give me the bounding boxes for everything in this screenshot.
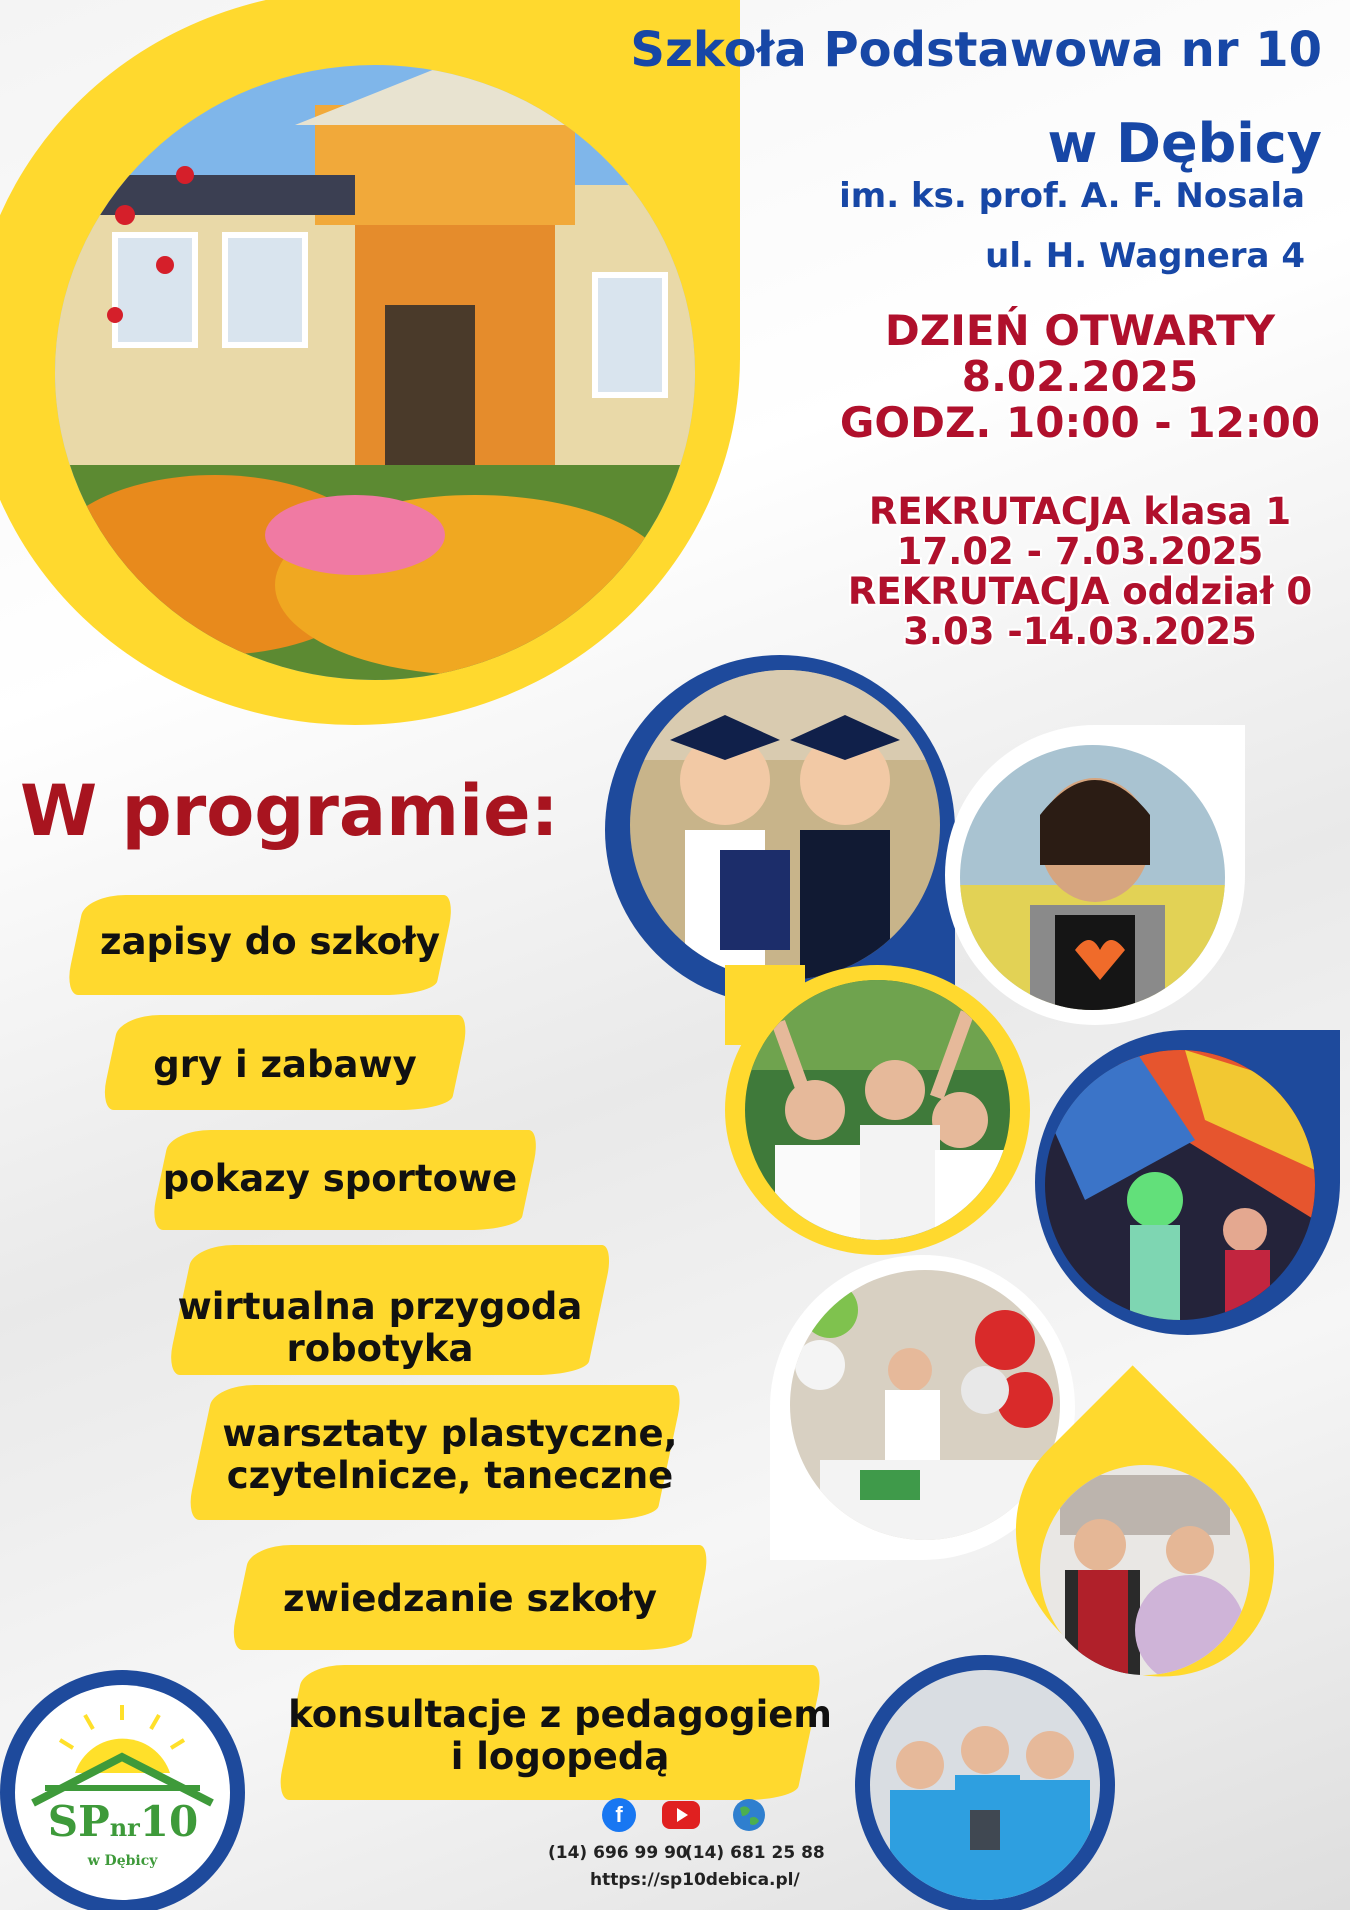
program-heading: W programie: [20, 770, 559, 852]
school-building-photo [55, 65, 695, 680]
youtube-icon[interactable] [662, 1801, 700, 1829]
open-day-hours: GODZ. 10:00 - 12:00 [839, 398, 1321, 447]
logo-text [33, 1797, 213, 1846]
website-link[interactable]: https://sp10debica.pl/ [590, 1870, 800, 1890]
recruitment-class1-label: REKRUTACJA klasa 1 [868, 490, 1292, 533]
phone-2: (14) 681 25 88 [685, 1843, 825, 1863]
graduates-photo [630, 670, 940, 980]
open-day-title: DZIEŃ OTWARTY [884, 306, 1276, 355]
open-day-date: 8.02.2025 [961, 352, 1199, 401]
logo-sp: SP [47, 1797, 110, 1846]
program-item-line: i logopedą [450, 1735, 670, 1778]
city-name: w Dębicy [1047, 112, 1322, 175]
program-item-line: zapisy do szkoły [100, 920, 440, 963]
program-item [140, 1158, 540, 1200]
costume-image [1040, 1465, 1250, 1675]
phone-1: (14) 696 99 90 [548, 1843, 688, 1863]
school-logo [15, 1685, 230, 1900]
robotics-kids-image [870, 1670, 1100, 1900]
program-item [270, 1694, 850, 1778]
program-item-line: konsultacje z pedagogiem [288, 1693, 832, 1736]
girl-heart-image [960, 745, 1225, 1010]
costume-photo [1040, 1465, 1250, 1675]
program-item [250, 1578, 690, 1620]
school-building-image [55, 65, 695, 680]
logo-10: 10 [139, 1797, 199, 1846]
recruitment-class1-dates: 17.02 - 7.03.2025 [896, 530, 1264, 573]
recruitment-class0-dates: 3.03 -14.03.2025 [903, 610, 1257, 653]
program-item [200, 1413, 700, 1497]
program-item-line: zwiedzanie szkoły [283, 1577, 657, 1620]
program-item-line: pokazy sportowe [162, 1157, 518, 1200]
open-day-block [820, 308, 1340, 446]
cheering-kids-photo [745, 980, 1010, 1240]
girl-heart-photo [960, 745, 1225, 1010]
recruitment-block [820, 492, 1340, 652]
school-address: ul. H. Wagnera 4 [985, 236, 1305, 276]
patron-name: im. ks. prof. A. F. Nosala [839, 176, 1305, 216]
school-name: Szkoła Podstawowa nr 10 [630, 22, 1322, 78]
logo-city: w Dębicy [87, 1853, 158, 1869]
program-item-line: robotyka [286, 1327, 474, 1370]
program-item-line: czytelnicze, taneczne [226, 1454, 674, 1497]
logo-nr: nr [109, 1813, 140, 1842]
program-item [120, 1044, 450, 1086]
program-item [85, 921, 455, 963]
globe-icon[interactable] [732, 1798, 766, 1832]
program-item [160, 1286, 600, 1370]
facebook-icon[interactable]: f [602, 1798, 636, 1832]
program-item-line: warsztaty plastyczne, [222, 1412, 678, 1455]
robotics-kids-photo [870, 1670, 1100, 1900]
program-item-line: wirtualna przygoda [177, 1285, 583, 1328]
graduates-image [630, 670, 940, 980]
recruitment-class0-label: REKRUTACJA oddział 0 [847, 570, 1313, 613]
program-item-line: gry i zabawy [153, 1043, 417, 1086]
parachute-image [1045, 1050, 1315, 1320]
parachute-photo [1045, 1050, 1315, 1320]
cheering-kids-image [745, 980, 1010, 1240]
